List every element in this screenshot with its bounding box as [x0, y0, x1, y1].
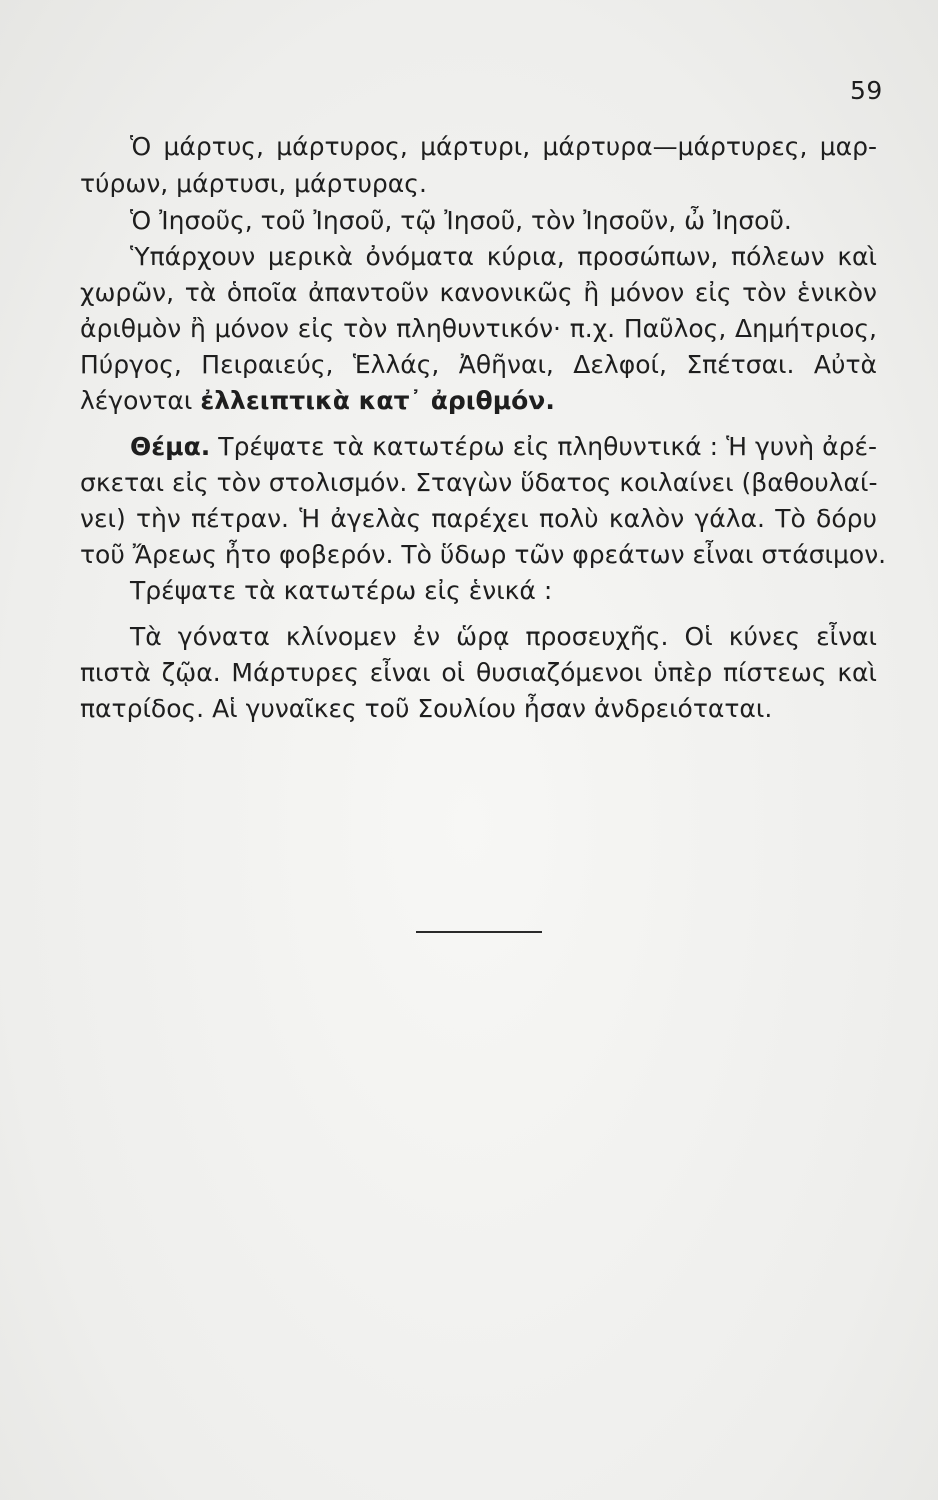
text-line: ἀριθμὸν ἢ μόνον εἰς τὸν πληθυντικόν· π.χ. Παῦλος, Δημήτριος, — [80, 314, 877, 343]
bold-term: ἐλλειπτικὰ κατ᾽ ἀριθμόν. — [200, 386, 555, 415]
text-span: Τρέψατε τὰ κατωτέρω εἰς πληθυντικά : Ἡ γυνὴ ἀρέ- — [210, 432, 877, 461]
text-line: Ὁ Ἰησοῦς, τοῦ Ἰησοῦ, τῷ Ἰησοῦ, τὸν Ἰησοῦν, ὦ Ἰησοῦ. — [130, 206, 792, 235]
text-line: Πύργος, Πειραιεύς, Ἑλλάς, Ἀθῆναι, Δελφοί, Σπέτσαι. Αὐτὰ — [80, 350, 877, 379]
page-number: 59 — [850, 76, 883, 105]
text-line: τοῦ Ἄρεως ἦτο φοβερόν. Τὸ ὕδωρ τῶν φρεάτων εἶναι στάσιμον. — [80, 540, 887, 569]
text-span: λέγονται — [80, 386, 201, 415]
section-rule — [416, 931, 542, 933]
text-line: Ὁ μάρτυς, μάρτυρος, μάρτυρι, μάρτυρα—μάρτυρες, μαρ- — [130, 132, 877, 161]
text-line: τύρων, μάρτυσι, μάρτυρας. — [80, 169, 427, 198]
text-line: Ὑπάρχουν μερικὰ ὀνόματα κύρια, προσώπων, πόλεων καὶ — [130, 242, 877, 271]
text-line: Τὰ γόνατα κλίνομεν ἐν ὥρᾳ προσευχῆς. Οἱ κύνες εἶναι — [130, 622, 877, 651]
exercise-heading: Θέμα. — [130, 432, 211, 461]
text-line: χωρῶν, τὰ ὁποῖα ἀπαντοῦν κανονικῶς ἢ μόνον εἰς τὸν ἑνικὸν — [80, 278, 877, 307]
text-line: νει) τὴν πέτραν. Ἡ ἀγελὰς παρέχει πολὺ καλὸν γάλα. Τὸ δόρυ — [80, 504, 877, 533]
text-line — [130, 430, 877, 464]
text-line: πιστὰ ζῷα. Μάρτυρες εἶναι οἱ θυσιαζόμενοι ὑπὲρ πίστεως καὶ — [80, 658, 877, 687]
text-line: πατρίδος. Αἱ γυναῖκες τοῦ Σουλίου ἦσαν ἀνδρειόταται. — [80, 694, 773, 723]
text-line: Τρέψατε τὰ κατωτέρω εἰς ἑνικά : — [130, 576, 553, 605]
text-line: σκεται εἰς τὸν στολισμόν. Σταγὼν ὕδατος κοιλαίνει (βαθουλαί- — [80, 468, 878, 497]
text-line — [80, 384, 555, 418]
